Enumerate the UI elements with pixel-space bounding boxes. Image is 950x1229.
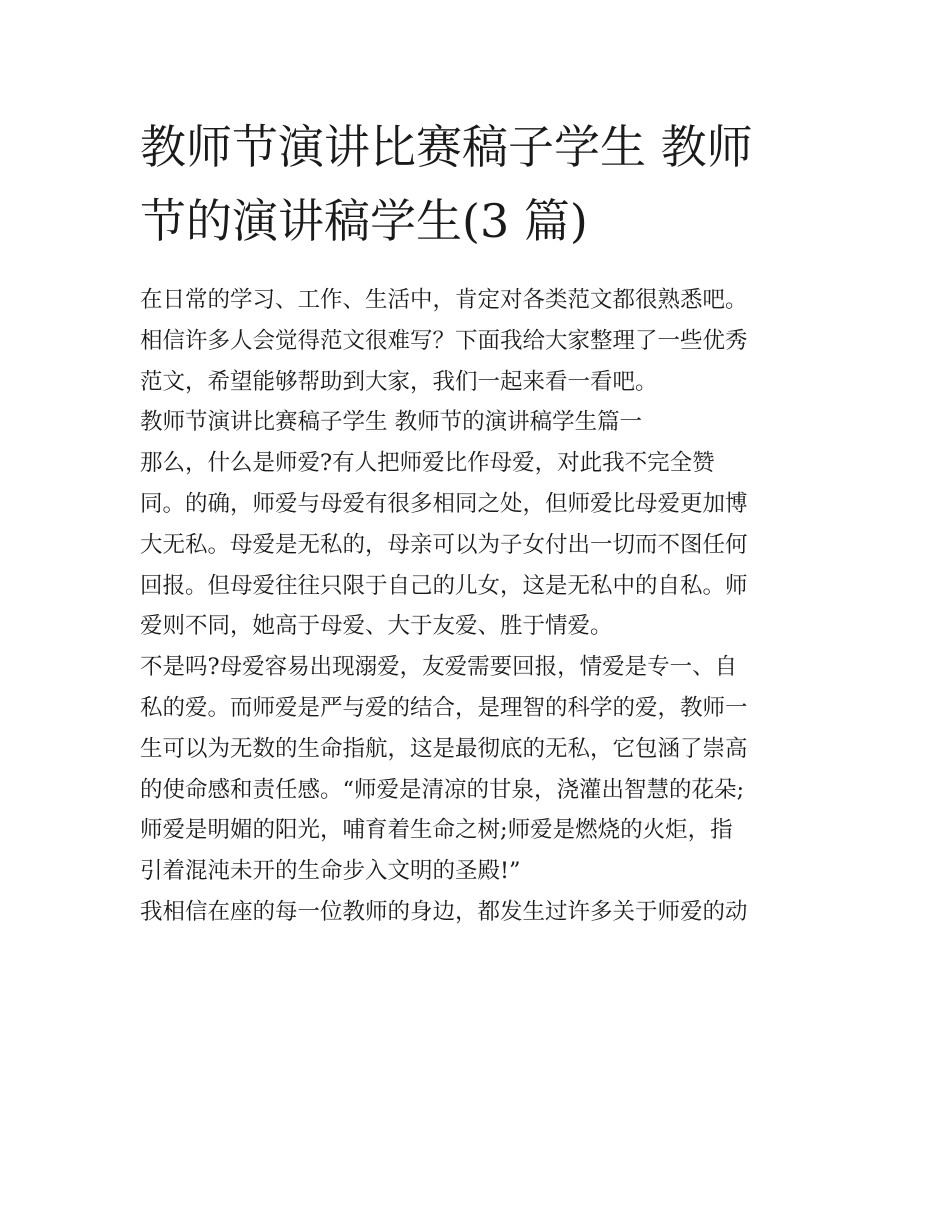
body-line: 爱则不同，她高于母爱、大于友爱、胜于情爱。 [140,613,613,640]
body-line: 引着混沌未开的生命步入文明的圣殿!” [140,858,521,885]
body-line: 的使命感和责任感。“师爱是清凉的甘泉，浇灌出智慧的花朵; [140,776,745,803]
body-line: 我相信在座的每一位教师的身边，都发生过许多关于师爱的动 [140,898,748,925]
body-line: 范文，希望能够帮助到大家，我们一起来看一看吧。 [140,368,658,395]
body-line: 回报。但母爱往往只限于自己的儿女，这是无私中的自私。师 [140,572,748,599]
body-line: 大无私。母爱是无私的，母亲可以为子女付出一切而不图任何 [140,531,748,558]
body-line: 师爱是明媚的阳光，哺育着生命之树;师爱是燃烧的火炬，指 [140,817,733,844]
body-line: 私的爱。而师爱是严与爱的结合，是理智的科学的爱，教师一 [140,694,748,721]
title-line: 节的演讲稿学生(3 篇) [140,194,588,248]
body-line: 相信许多人会觉得范文很难写？下面我给大家整理了一些优秀 [140,327,748,354]
body-line: 不是吗?母爱容易出现溺爱，友爱需要回报，情爱是专一、自 [140,654,738,681]
body-line: 生可以为无数的生命指航，这是最彻底的无私，它包涵了崇高 [140,735,748,762]
document-body [140,280,812,933]
body-line: 那么，什么是师爱?有人把师爱比作母爱，对此我不完全赞 [140,450,715,477]
body-line: 在日常的学习、工作、生活中，肯定对各类范文都很熟悉吧。 [140,287,748,313]
section-heading: 教师节演讲比赛稿子学生 教师节的演讲稿学生篇一 [140,409,643,436]
body-line: 同。的确，师爱与母爱有很多相同之处，但师爱比母爱更加博 [140,490,748,517]
title-line: 教师节演讲比赛稿子学生 教师 [140,120,753,174]
document-title [140,110,830,258]
